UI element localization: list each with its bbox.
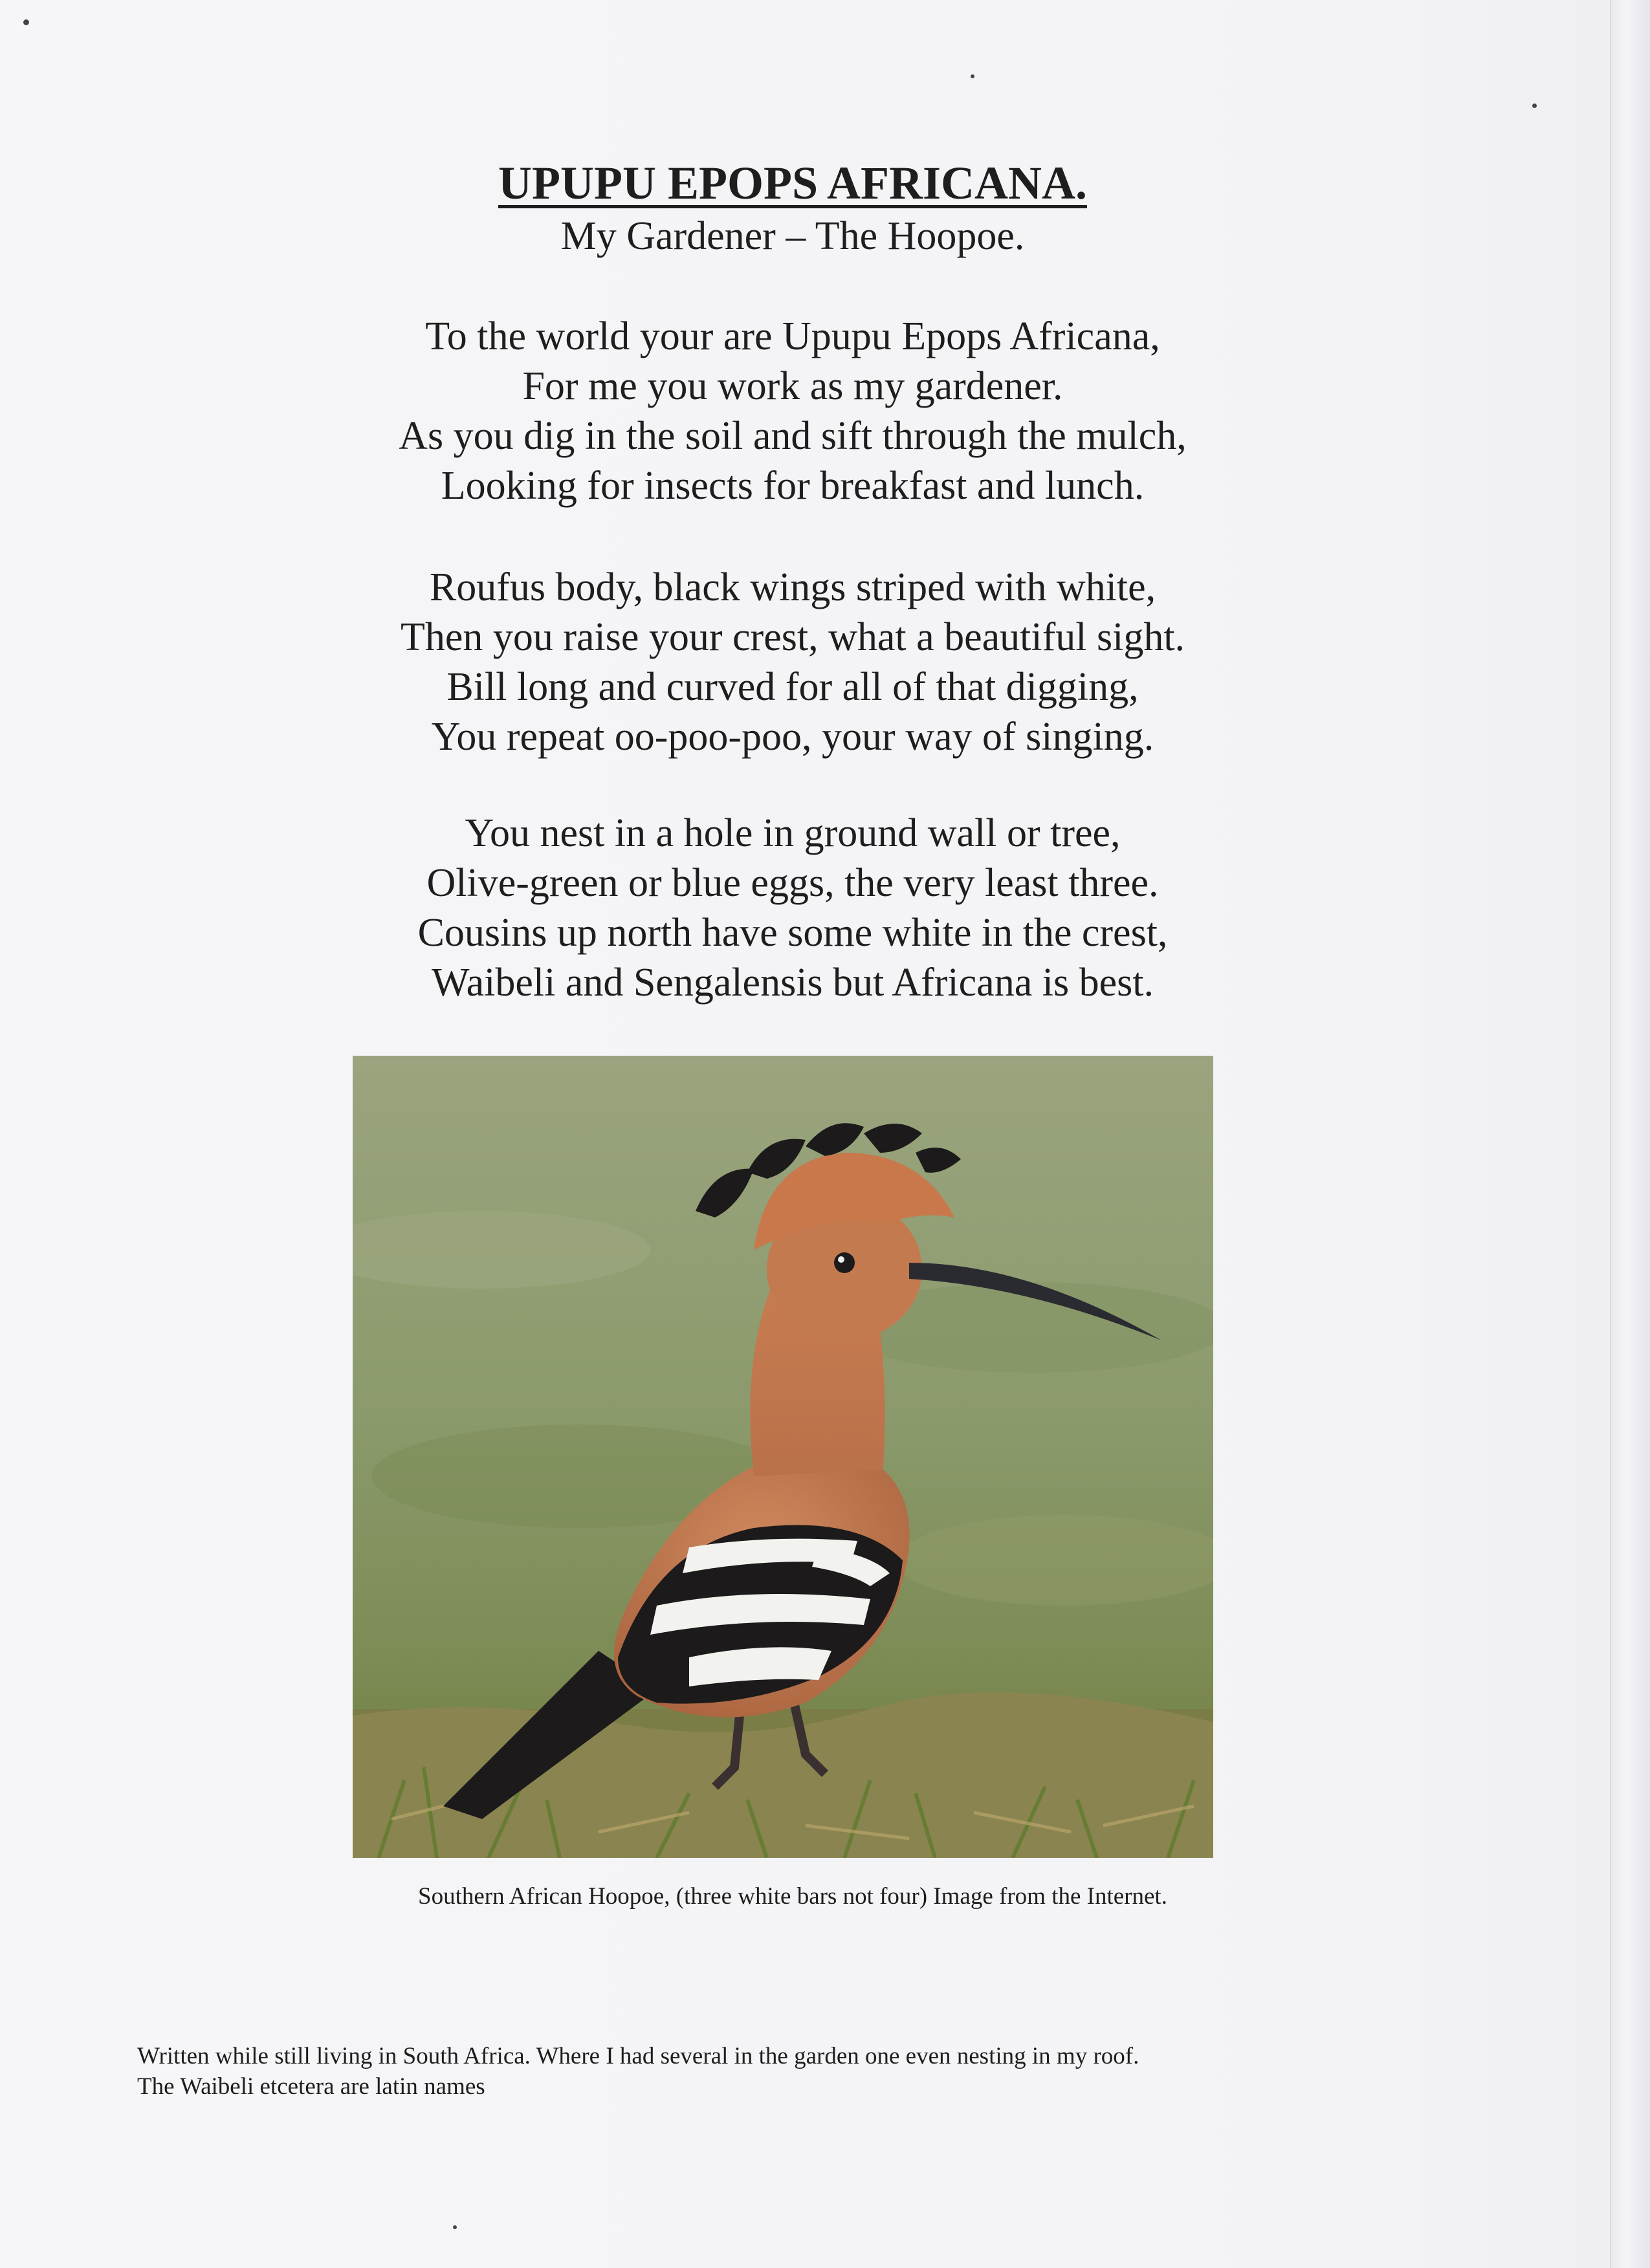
poem-line: To the world your are Upupu Epops Africana, xyxy=(425,314,1160,358)
poem-stanza-3 xyxy=(0,809,1585,1008)
hoopoe-photo xyxy=(353,1056,1213,1858)
hoopoe-illustration xyxy=(353,1056,1213,1858)
poem-line: For me you work as my gardener. xyxy=(522,364,1063,408)
photo-caption: Southern African Hoopoe, (three white bars not four) Image from the Internet. xyxy=(418,1883,1167,1910)
footnote-line-2: The Waibeli etcetera are latin names xyxy=(137,2073,485,2100)
poem-stanza-2 xyxy=(0,563,1585,762)
plastic-sleeve-edge xyxy=(1610,0,1650,2268)
scan-speck xyxy=(453,2225,457,2229)
poem-line: You repeat oo-poo-poo, your way of singing. xyxy=(431,715,1154,759)
poem-line: Roufus body, black wings striped with white, xyxy=(429,565,1156,609)
poem-line: Then you raise your crest, what a beautiful sight. xyxy=(400,615,1185,659)
poem-line: Looking for insects for breakfast and lunch. xyxy=(441,464,1145,508)
scan-speck xyxy=(1532,104,1537,108)
scan-speck xyxy=(23,19,29,25)
poem-line: Bill long and curved for all of that digging, xyxy=(446,665,1139,709)
page-title: UPUPU EPOPS AFRICANA. xyxy=(498,157,1087,209)
poem-line: Cousins up north have some white in the crest, xyxy=(417,911,1168,955)
poem-line: As you dig in the soil and sift through the mulch, xyxy=(399,414,1187,458)
scan-speck xyxy=(971,74,974,78)
poem-stanza-1 xyxy=(0,312,1585,511)
author-footnote xyxy=(137,2041,1139,2102)
footnote-line-1: Written while still living in South Africa. Where I had several in the garden one even nesting in my roof. xyxy=(137,2043,1139,2069)
page-subtitle: My Gardener – The Hoopoe. xyxy=(560,214,1025,258)
poem-line: Olive-green or blue eggs, the very least three. xyxy=(426,861,1159,905)
poem-line: Waibeli and Sengalensis but Africana is best. xyxy=(432,961,1154,1005)
poem-line: You nest in a hole in ground wall or tree, xyxy=(465,811,1121,855)
